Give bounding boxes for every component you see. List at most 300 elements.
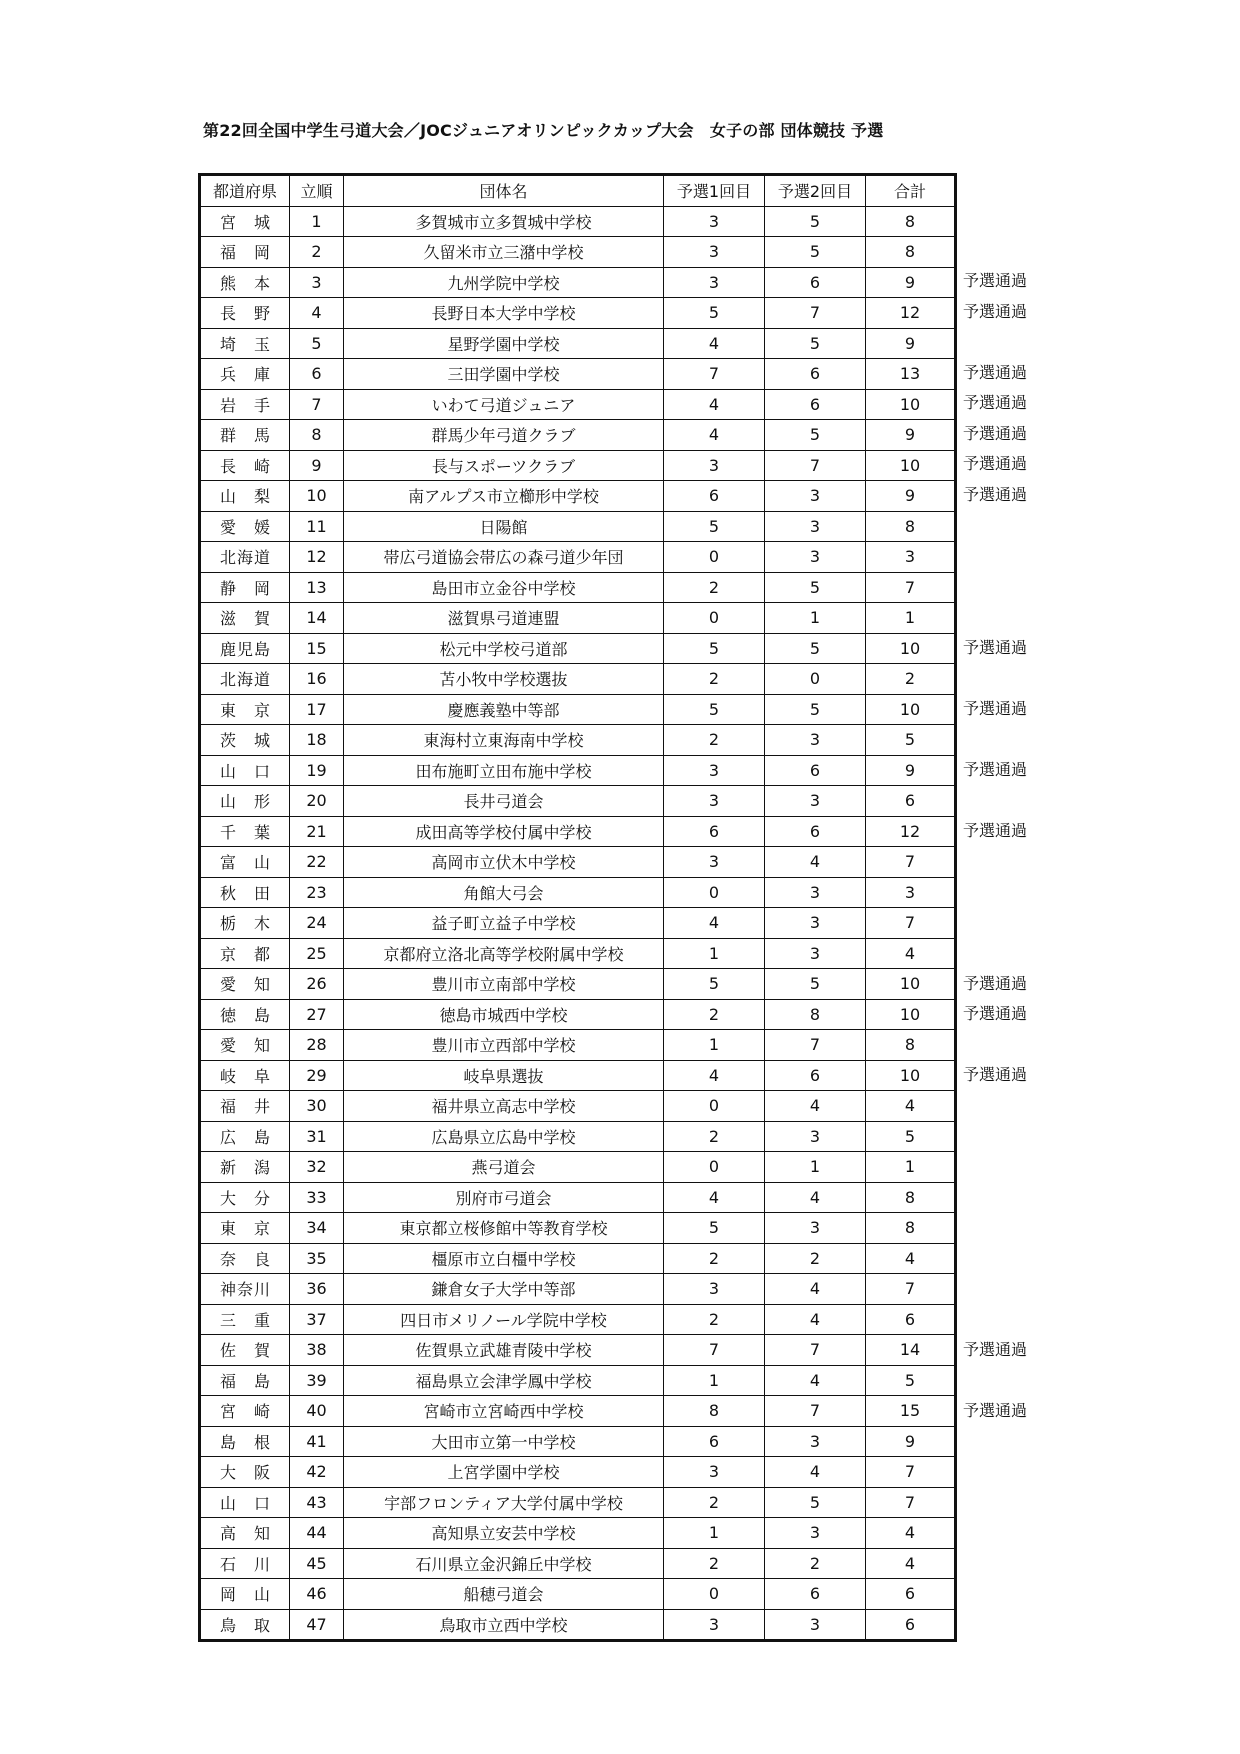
round2-cell: 5 xyxy=(765,1487,866,1518)
total-cell: 9 xyxy=(866,328,956,359)
prefecture-cell xyxy=(200,1243,290,1274)
team-name-cell: 広島県立広島中学校 xyxy=(344,1121,664,1152)
table-row xyxy=(200,1243,956,1274)
team-name-cell: 長与スポーツクラブ xyxy=(344,450,664,481)
prefecture-label: 兵庫 xyxy=(220,365,270,385)
order-cell: 4 xyxy=(290,298,344,329)
prefecture-label: 福島 xyxy=(220,1371,270,1391)
team-name-cell: 上宮学園中学校 xyxy=(344,1457,664,1488)
prefecture-label: 岡山 xyxy=(220,1585,270,1605)
prefecture-label: 東京 xyxy=(220,700,270,720)
prefecture-label: 奈良 xyxy=(220,1249,270,1269)
round2-cell: 6 xyxy=(765,359,866,390)
order-cell: 37 xyxy=(290,1304,344,1335)
team-name-cell: いわて弓道ジュニア xyxy=(344,389,664,420)
table-row xyxy=(200,664,956,695)
prefecture-cell xyxy=(200,298,290,329)
round1-cell: 2 xyxy=(664,1121,765,1152)
round1-cell: 2 xyxy=(664,725,765,756)
round2-cell: 5 xyxy=(765,633,866,664)
team-name-cell: 九州学院中学校 xyxy=(344,267,664,298)
round1-cell: 1 xyxy=(664,1518,765,1549)
total-cell: 5 xyxy=(866,725,956,756)
prefecture-cell xyxy=(200,1548,290,1579)
team-name-cell: 豊川市立南部中学校 xyxy=(344,969,664,1000)
qualification-status: 予選通過 xyxy=(963,423,1028,443)
round1-cell: 3 xyxy=(664,267,765,298)
order-cell: 25 xyxy=(290,938,344,969)
team-name-cell: 鳥取市立西中学校 xyxy=(344,1609,664,1641)
round1-cell: 7 xyxy=(664,1335,765,1366)
team-name-cell: 宇部フロンティア大学付属中学校 xyxy=(344,1487,664,1518)
prefecture-cell xyxy=(200,572,290,603)
table-row xyxy=(200,786,956,817)
table-row xyxy=(200,298,956,329)
total-cell: 10 xyxy=(866,1060,956,1091)
qualification-status: 予選通過 xyxy=(963,454,1028,474)
prefecture-label: 滋賀 xyxy=(220,609,270,629)
table-row xyxy=(200,1274,956,1305)
round1-cell: 3 xyxy=(664,755,765,786)
prefecture-cell xyxy=(200,328,290,359)
round1-cell: 3 xyxy=(664,1609,765,1641)
order-cell: 46 xyxy=(290,1579,344,1610)
table-row xyxy=(200,206,956,237)
order-cell: 11 xyxy=(290,511,344,542)
round1-cell: 4 xyxy=(664,908,765,939)
qualification-status xyxy=(963,602,1027,633)
round2-cell: 4 xyxy=(765,1091,866,1122)
prefecture-label: 高知 xyxy=(220,1524,270,1544)
header-team: 団体名 xyxy=(344,175,664,207)
total-cell: 8 xyxy=(866,511,956,542)
table-row xyxy=(200,1548,956,1579)
round2-cell: 1 xyxy=(765,1152,866,1183)
team-name-cell: 橿原市立白橿中学校 xyxy=(344,1243,664,1274)
table-row xyxy=(200,572,956,603)
round2-cell: 3 xyxy=(765,1609,866,1641)
team-name-cell: 慶應義塾中等部 xyxy=(344,694,664,725)
prefecture-label: 北海道 xyxy=(220,670,270,690)
prefecture-cell xyxy=(200,908,290,939)
table-row xyxy=(200,847,956,878)
qualification-status xyxy=(963,1213,1027,1244)
order-cell: 26 xyxy=(290,969,344,1000)
table-row xyxy=(200,1579,956,1610)
order-cell: 27 xyxy=(290,999,344,1030)
team-name-cell: 別府市弓道会 xyxy=(344,1182,664,1213)
prefecture-label: 佐賀 xyxy=(220,1341,270,1361)
total-cell: 15 xyxy=(866,1396,956,1427)
qualification-status xyxy=(963,510,1027,541)
header-total: 合計 xyxy=(866,175,956,207)
total-cell: 2 xyxy=(866,664,956,695)
team-name-cell: 燕弓道会 xyxy=(344,1152,664,1183)
team-name-cell: 高知県立安芸中学校 xyxy=(344,1518,664,1549)
prefecture-label: 徳島 xyxy=(220,1005,270,1025)
qualification-status xyxy=(963,663,1027,694)
order-cell: 43 xyxy=(290,1487,344,1518)
prefecture-cell xyxy=(200,694,290,725)
prefecture-label: 千葉 xyxy=(220,822,270,842)
prefecture-cell xyxy=(200,603,290,634)
prefecture-label: 愛知 xyxy=(220,975,270,995)
order-cell: 7 xyxy=(290,389,344,420)
prefecture-label: 静岡 xyxy=(220,578,270,598)
qualification-status xyxy=(963,908,1027,939)
round2-cell: 4 xyxy=(765,1304,866,1335)
order-cell: 30 xyxy=(290,1091,344,1122)
total-cell: 3 xyxy=(866,877,956,908)
round1-cell: 5 xyxy=(664,298,765,329)
prefecture-cell xyxy=(200,1152,290,1183)
team-name-cell: 久留米市立三潴中学校 xyxy=(344,237,664,268)
qualification-status xyxy=(963,938,1027,969)
team-name-cell: 島田市立金谷中学校 xyxy=(344,572,664,603)
table-row xyxy=(200,1060,956,1091)
order-cell: 39 xyxy=(290,1365,344,1396)
prefecture-label: 山口 xyxy=(220,761,270,781)
round1-cell: 0 xyxy=(664,1091,765,1122)
prefecture-label: 秋田 xyxy=(220,883,270,903)
order-cell: 13 xyxy=(290,572,344,603)
team-name-cell: 滋賀県弓道連盟 xyxy=(344,603,664,634)
order-cell: 12 xyxy=(290,542,344,573)
round1-cell: 1 xyxy=(664,1030,765,1061)
total-cell: 8 xyxy=(866,206,956,237)
table-row xyxy=(200,694,956,725)
page-title: 第22回全国中学生弓道大会／JOCジュニアオリンピックカップ大会 女子の部 団体競技 予選 xyxy=(203,121,884,140)
total-cell: 12 xyxy=(866,298,956,329)
order-cell: 14 xyxy=(290,603,344,634)
total-cell: 14 xyxy=(866,1335,956,1366)
total-cell: 7 xyxy=(866,572,956,603)
table-row xyxy=(200,755,956,786)
team-name-cell: 群馬少年弓道クラブ xyxy=(344,420,664,451)
prefecture-label: 茨城 xyxy=(220,731,270,751)
table-row xyxy=(200,542,956,573)
results-table xyxy=(198,173,957,1642)
round2-cell: 3 xyxy=(765,938,866,969)
round2-cell: 5 xyxy=(765,420,866,451)
order-cell: 17 xyxy=(290,694,344,725)
order-cell: 21 xyxy=(290,816,344,847)
header-prefecture: 都道府県 xyxy=(200,175,290,207)
total-cell: 9 xyxy=(866,420,956,451)
table-row xyxy=(200,938,956,969)
prefecture-label: 長崎 xyxy=(220,456,270,476)
round2-cell: 3 xyxy=(765,786,866,817)
prefecture-cell xyxy=(200,969,290,1000)
round1-cell: 2 xyxy=(664,1487,765,1518)
total-cell: 6 xyxy=(866,1579,956,1610)
prefecture-label: 富山 xyxy=(220,853,270,873)
total-cell: 1 xyxy=(866,603,956,634)
round1-cell: 1 xyxy=(664,1365,765,1396)
prefecture-cell xyxy=(200,420,290,451)
qualification-status: 予選通過 xyxy=(963,698,1028,718)
team-name-cell: 日陽館 xyxy=(344,511,664,542)
qualification-status: 予選通過 xyxy=(963,1340,1028,1360)
qualification-status xyxy=(963,785,1027,816)
total-cell: 8 xyxy=(866,1182,956,1213)
prefecture-label: 石川 xyxy=(220,1554,270,1574)
round2-cell: 6 xyxy=(765,755,866,786)
total-cell: 6 xyxy=(866,1609,956,1641)
round1-cell: 0 xyxy=(664,1579,765,1610)
qualification-status: 予選通過 xyxy=(963,301,1028,321)
prefecture-cell xyxy=(200,1121,290,1152)
prefecture-cell xyxy=(200,267,290,298)
qualification-status xyxy=(963,1427,1027,1458)
prefecture-cell xyxy=(200,1060,290,1091)
prefecture-cell xyxy=(200,999,290,1030)
table-row xyxy=(200,816,956,847)
table-row xyxy=(200,420,956,451)
order-cell: 29 xyxy=(290,1060,344,1091)
order-cell: 2 xyxy=(290,237,344,268)
qualification-status xyxy=(963,1457,1027,1488)
qualification-status xyxy=(963,1183,1027,1214)
prefecture-label: 熊本 xyxy=(220,273,270,293)
header-round1: 予選1回目 xyxy=(664,175,765,207)
header-order: 立順 xyxy=(290,175,344,207)
round2-cell: 3 xyxy=(765,1213,866,1244)
total-cell: 9 xyxy=(866,1426,956,1457)
qualification-status: 予選通過 xyxy=(963,362,1028,382)
prefecture-cell xyxy=(200,633,290,664)
order-cell: 33 xyxy=(290,1182,344,1213)
table-row xyxy=(200,1213,956,1244)
prefecture-label: 京都 xyxy=(220,944,270,964)
order-cell: 23 xyxy=(290,877,344,908)
round2-cell: 0 xyxy=(765,664,866,695)
table-row xyxy=(200,1518,956,1549)
round1-cell: 4 xyxy=(664,328,765,359)
order-cell: 28 xyxy=(290,1030,344,1061)
table-row xyxy=(200,1396,956,1427)
table-row xyxy=(200,481,956,512)
round2-cell: 3 xyxy=(765,908,866,939)
round1-cell: 5 xyxy=(664,633,765,664)
total-cell: 4 xyxy=(866,1548,956,1579)
round2-cell: 7 xyxy=(765,1335,866,1366)
round2-cell: 6 xyxy=(765,1060,866,1091)
round2-cell: 3 xyxy=(765,542,866,573)
team-name-cell: 益子町立益子中学校 xyxy=(344,908,664,939)
round1-cell: 4 xyxy=(664,1060,765,1091)
prefecture-cell xyxy=(200,1030,290,1061)
table-row xyxy=(200,1365,956,1396)
team-name-cell: 福井県立高志中学校 xyxy=(344,1091,664,1122)
round1-cell: 7 xyxy=(664,359,765,390)
qualification-status xyxy=(963,1488,1027,1519)
prefecture-cell xyxy=(200,1365,290,1396)
prefecture-cell xyxy=(200,938,290,969)
prefecture-label: 島根 xyxy=(220,1432,270,1452)
round2-cell: 6 xyxy=(765,389,866,420)
prefecture-cell xyxy=(200,877,290,908)
qualification-column xyxy=(963,205,1027,1641)
qualification-status xyxy=(963,846,1027,877)
prefecture-label: 栃木 xyxy=(220,914,270,934)
round1-cell: 5 xyxy=(664,969,765,1000)
qualification-status: 予選通過 xyxy=(963,1065,1028,1085)
order-cell: 36 xyxy=(290,1274,344,1305)
prefecture-cell xyxy=(200,755,290,786)
table-row xyxy=(200,877,956,908)
results-body xyxy=(200,206,956,1641)
team-name-cell: 徳島市城西中学校 xyxy=(344,999,664,1030)
prefecture-label: 愛媛 xyxy=(220,517,270,537)
total-cell: 10 xyxy=(866,633,956,664)
order-cell: 42 xyxy=(290,1457,344,1488)
qualification-status xyxy=(963,205,1027,236)
prefecture-cell xyxy=(200,481,290,512)
total-cell: 9 xyxy=(866,481,956,512)
total-cell: 10 xyxy=(866,969,956,1000)
team-name-cell: 南アルプス市立櫛形中学校 xyxy=(344,481,664,512)
total-cell: 3 xyxy=(866,542,956,573)
prefecture-cell xyxy=(200,1457,290,1488)
round2-cell: 5 xyxy=(765,237,866,268)
round1-cell: 6 xyxy=(664,481,765,512)
prefecture-cell xyxy=(200,847,290,878)
round1-cell: 3 xyxy=(664,847,765,878)
round2-cell: 6 xyxy=(765,267,866,298)
team-name-cell: 大田市立第一中学校 xyxy=(344,1426,664,1457)
team-name-cell: 帯広弓道協会帯広の森弓道少年団 xyxy=(344,542,664,573)
table-row xyxy=(200,267,956,298)
prefecture-label: 広島 xyxy=(220,1127,270,1147)
table-row xyxy=(200,725,956,756)
round2-cell: 3 xyxy=(765,481,866,512)
qualification-status: 予選通過 xyxy=(963,637,1028,657)
order-cell: 1 xyxy=(290,206,344,237)
round2-cell: 4 xyxy=(765,1274,866,1305)
prefecture-label: 北海道 xyxy=(220,548,270,568)
table-row xyxy=(200,1335,956,1366)
table-row xyxy=(200,1121,956,1152)
round1-cell: 2 xyxy=(664,1243,765,1274)
order-cell: 20 xyxy=(290,786,344,817)
prefecture-cell xyxy=(200,237,290,268)
team-name-cell: 三田学園中学校 xyxy=(344,359,664,390)
round1-cell: 3 xyxy=(664,237,765,268)
round1-cell: 4 xyxy=(664,1182,765,1213)
table-row xyxy=(200,1487,956,1518)
round2-cell: 2 xyxy=(765,1548,866,1579)
round2-cell: 4 xyxy=(765,1457,866,1488)
round1-cell: 2 xyxy=(664,1304,765,1335)
prefecture-cell xyxy=(200,1487,290,1518)
qualification-status: 予選通過 xyxy=(963,484,1028,504)
qualification-status: 予選通過 xyxy=(963,973,1028,993)
team-name-cell: 東京都立桜修館中等教育学校 xyxy=(344,1213,664,1244)
prefecture-cell xyxy=(200,450,290,481)
qualification-status: 予選通過 xyxy=(963,1401,1028,1421)
prefecture-label: 岐阜 xyxy=(220,1066,270,1086)
total-cell: 4 xyxy=(866,938,956,969)
order-cell: 18 xyxy=(290,725,344,756)
round2-cell: 4 xyxy=(765,1182,866,1213)
prefecture-cell xyxy=(200,511,290,542)
table-row xyxy=(200,1304,956,1335)
table-row xyxy=(200,969,956,1000)
prefecture-cell xyxy=(200,206,290,237)
total-cell: 9 xyxy=(866,755,956,786)
team-name-cell: 鎌倉女子大学中等部 xyxy=(344,1274,664,1305)
order-cell: 40 xyxy=(290,1396,344,1427)
round2-cell: 3 xyxy=(765,511,866,542)
team-name-cell: 星野学園中学校 xyxy=(344,328,664,359)
order-cell: 15 xyxy=(290,633,344,664)
order-cell: 16 xyxy=(290,664,344,695)
table-row xyxy=(200,359,956,390)
round1-cell: 3 xyxy=(664,1457,765,1488)
table-row xyxy=(200,1030,956,1061)
qualification-status: 予選通過 xyxy=(963,271,1028,291)
round2-cell: 6 xyxy=(765,816,866,847)
round2-cell: 5 xyxy=(765,328,866,359)
order-cell: 38 xyxy=(290,1335,344,1366)
team-name-cell: 田布施町立田布施中学校 xyxy=(344,755,664,786)
round1-cell: 5 xyxy=(664,1213,765,1244)
order-cell: 47 xyxy=(290,1609,344,1641)
order-cell: 10 xyxy=(290,481,344,512)
total-cell: 1 xyxy=(866,1152,956,1183)
round1-cell: 3 xyxy=(664,206,765,237)
prefecture-cell xyxy=(200,1518,290,1549)
qualification-status xyxy=(963,1519,1027,1550)
team-name-cell: 佐賀県立武雄青陵中学校 xyxy=(344,1335,664,1366)
table-row xyxy=(200,1091,956,1122)
order-cell: 19 xyxy=(290,755,344,786)
total-cell: 10 xyxy=(866,389,956,420)
team-name-cell: 岐阜県選抜 xyxy=(344,1060,664,1091)
total-cell: 13 xyxy=(866,359,956,390)
prefecture-label: 神奈川 xyxy=(220,1280,270,1300)
table-row xyxy=(200,328,956,359)
order-cell: 5 xyxy=(290,328,344,359)
round2-cell: 2 xyxy=(765,1243,866,1274)
table-row xyxy=(200,908,956,939)
table-row xyxy=(200,1609,956,1641)
round2-cell: 4 xyxy=(765,1365,866,1396)
total-cell: 8 xyxy=(866,1030,956,1061)
prefecture-cell xyxy=(200,389,290,420)
team-name-cell: 角館大弓会 xyxy=(344,877,664,908)
order-cell: 35 xyxy=(290,1243,344,1274)
qualification-status xyxy=(963,1121,1027,1152)
qualification-status xyxy=(963,1091,1027,1122)
qualification-status xyxy=(963,1580,1027,1611)
team-name-cell: 京都府立洛北高等学校附属中学校 xyxy=(344,938,664,969)
round1-cell: 2 xyxy=(664,1548,765,1579)
qualification-status xyxy=(963,724,1027,755)
prefecture-cell xyxy=(200,816,290,847)
round2-cell: 5 xyxy=(765,969,866,1000)
total-cell: 7 xyxy=(866,908,956,939)
team-name-cell: 松元中学校弓道部 xyxy=(344,633,664,664)
round2-cell: 3 xyxy=(765,1426,866,1457)
team-name-cell: 苫小牧中学校選抜 xyxy=(344,664,664,695)
total-cell: 9 xyxy=(866,267,956,298)
prefecture-label: 大分 xyxy=(220,1188,270,1208)
round1-cell: 5 xyxy=(664,511,765,542)
total-cell: 6 xyxy=(866,1304,956,1335)
order-cell: 44 xyxy=(290,1518,344,1549)
